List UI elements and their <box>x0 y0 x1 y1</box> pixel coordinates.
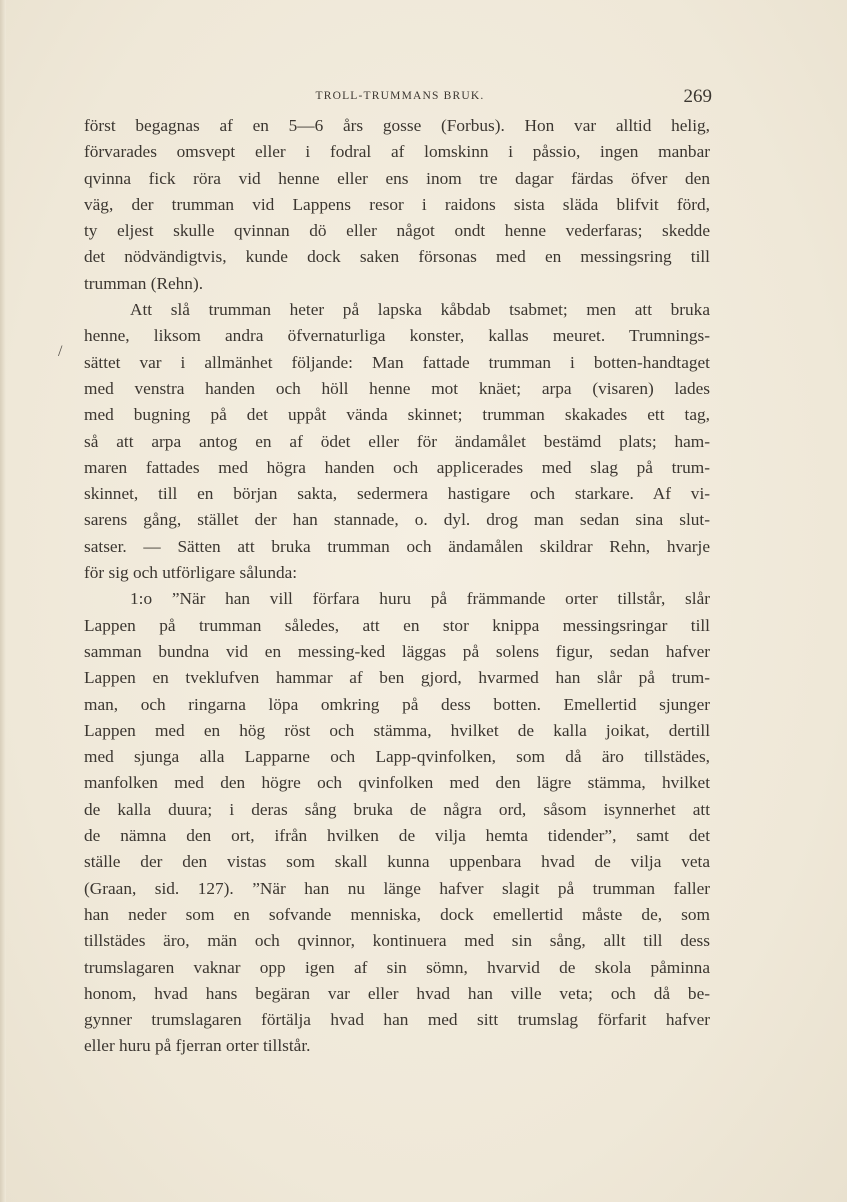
text-line: de kalla duura; i deras sång bruka de några ord, såsom isynnerhet att <box>84 799 710 819</box>
text-line: med bugning på det uppåt vända skinnet; trumman skakades ett tag, <box>84 405 710 425</box>
text-line: trumslagaren vaknar opp igen af sin sömn, hvarvid de skola påminna <box>84 957 710 977</box>
text-line: förvarades omsvept eller i fodral af lomskinn i påssio, ingen manbar <box>84 142 710 162</box>
text-line: maren fattades med högra handen och applicerades med slag på trum- <box>84 457 710 477</box>
text-line: ty eljest skulle qvinnan dö eller något ondt henne vederfaras; skedde <box>84 221 710 241</box>
text-line: samman bundna vid en messing-ked läggas på solens figur, sedan hafver <box>84 641 710 661</box>
text-line: först begagnas af en 5—6 års gosse (Forbus). Hon var alltid helig, <box>84 116 710 135</box>
text-line: man, och ringarna löpa omkring på dess botten. Emellertid sjunger <box>84 694 710 714</box>
text-line: skinnet, till en början sakta, sedermera hastigare och starkare. Af vi- <box>84 484 710 504</box>
text-line: manfolken med den högre och qvinfolken med den lägre stämma, hvilket <box>84 773 710 793</box>
page-gutter <box>0 0 6 1202</box>
text-line: trumman (Rehn). <box>84 273 204 293</box>
page-number: 269 <box>683 86 712 107</box>
text-line: med sjunga alla Lapparne och Lapp-qvinfolken, som då äro tillstädes, <box>84 747 710 767</box>
body-text <box>84 113 710 1060</box>
text-line: för sig och utförligare sålunda: <box>84 563 298 583</box>
text-line: ställe der den vistas som skall kunna uppenbara hvad de vilja veta <box>84 852 710 872</box>
text-line: Lappen på trumman således, att en stor knippa messingsringar till <box>84 615 710 635</box>
text-line: de nämna den ort, ifrån hvilken de vilja hemta tidender”, samt det <box>84 826 710 846</box>
text-line: Att slå trumman heter på lapska kåbdab tsabmet; men att bruka <box>130 300 710 320</box>
text-line: han neder som en sofvande menniska, dock emellertid måste de, som <box>84 904 710 924</box>
text-line: med venstra handen och höll henne mot knäet; arpa (visaren) lades <box>84 378 710 398</box>
text-line: qvinna fick röra vid henne eller ens inom tre dagar färdas öfver den <box>84 168 710 188</box>
text-line: honom, hvad hans begäran var eller hvad han ville veta; och då be- <box>84 983 710 1003</box>
text-line: 1:o ”När han vill förfara huru på främmande orter tillstår, slår <box>130 589 710 609</box>
page-header <box>88 86 712 110</box>
text-line: sarens gång, stället der han stannade, o. dyl. drog man sedan sina slut- <box>84 510 710 530</box>
margin-annotation: / <box>58 343 63 360</box>
running-head: TROLL-TRUMMANS BRUK. <box>315 90 485 102</box>
text-line: Lappen med en hög röst och stämma, hvilket de kalla joikat, dertill <box>84 720 710 740</box>
text-line: (Graan, sid. 127). ”När han nu länge hafver slagit på trumman faller <box>84 878 710 898</box>
text-line: det nödvändigtvis, kunde dock saken försonas med en messingsring till <box>84 247 710 267</box>
text-line: så att arpa antog en af ödet eller för ändamålet bestämd plats; ham- <box>84 431 710 451</box>
text-line: eller huru på fjerran orter tillstår. <box>84 1036 311 1056</box>
text-line: henne, liksom andra öfvernaturliga konster, kallas meuret. Trumnings- <box>84 326 710 346</box>
text-line: sättet var i allmänhet följande: Man fattade trumman i botten-handtaget <box>84 352 710 372</box>
text-line: Lappen en tveklufven hammar af ben gjord, hvarmed han slår på trum- <box>84 668 710 688</box>
text-line: satser. — Sätten att bruka trumman och ändamålen skildrar Rehn, hvarje <box>84 536 710 556</box>
text-line: gynner trumslagaren förtälja hvad han med sitt trumslag förfarit hafver <box>84 1010 710 1030</box>
text-line: tillstädes äro, män och qvinnor, kontinuera med sin sång, allt till dess <box>84 931 710 951</box>
text-line: väg, der trumman vid Lappens resor i raidons sista släda blifvit förd, <box>84 194 710 214</box>
